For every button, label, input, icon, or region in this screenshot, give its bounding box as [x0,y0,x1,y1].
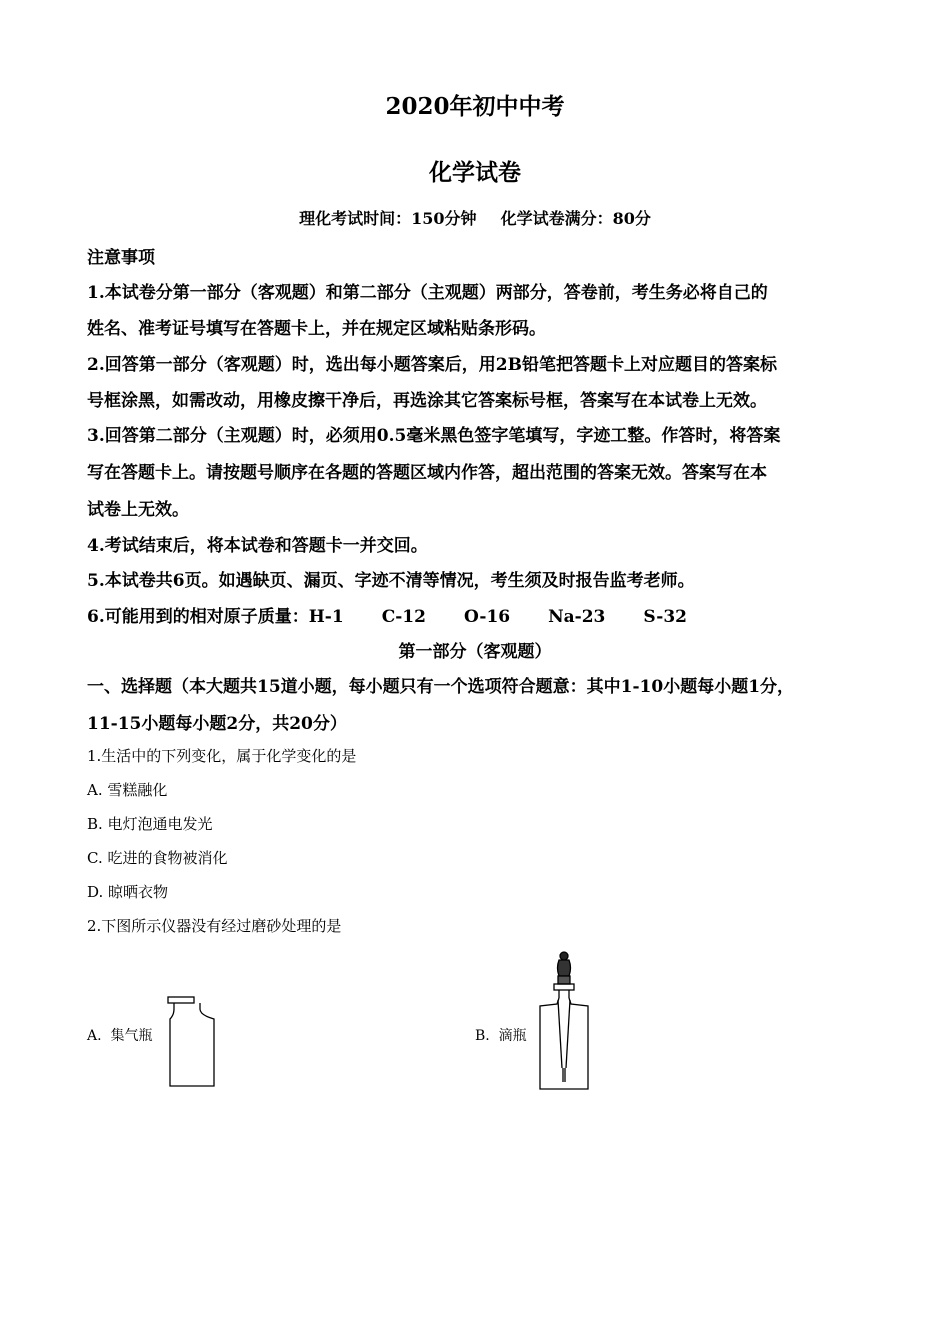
note-line: 2.回答第一部分（客观题）时，选出每小题答案后，用2B铅笔把答题卡上对应题目的答案标 [87,355,777,375]
full-score: 化学试卷满分：80分 [500,209,651,228]
q1-option-c: C. 吃进的食物被消化 [87,849,228,867]
atomic-masses [87,602,687,627]
q2-option-b [475,1025,527,1045]
q2-option-b-letter: B. [475,1028,490,1044]
note-line: 试卷上无效。 [87,500,189,520]
q2-option-b-name: 滴瓶 [498,1028,527,1044]
q1-stem: 1.生活中的下列变化，属于化学变化的是 [87,747,357,765]
note-line: 5.本试卷共6页。如遇缺页、漏页、字迹不清等情况，考生须及时报告监考老师。 [87,571,695,591]
masses-label: 6.可能用到的相对原子质量： [87,607,309,627]
note-line: 1.本试卷分第一部分（客观题）和第二部分（主观题）两部分，答卷前，考生务必将自己的 [87,283,768,303]
q2-option-a [87,1025,152,1045]
note-line: 号框涂黑，如需改动，用橡皮擦干净后，再选涂其它答案标号框，答案写在本试卷上无效。 [87,391,767,411]
notes-heading: 注意事项 [87,248,155,268]
mass-s: S-32 [643,607,688,627]
mass-c: C-12 [381,607,426,627]
exam-title: 2020年初中中考 [385,93,565,120]
note-line: 姓名、准考证号填写在答题卡上，并在规定区域粘贴条形码。 [87,319,546,339]
part1-heading: 第一部分（客观题） [398,642,552,662]
mass-na: Na-23 [548,607,606,627]
q1-option-d: D. 晾晒衣物 [87,883,169,901]
q1-option-a: A. 雪糕融化 [87,781,168,799]
exam-info [0,206,950,229]
q2-option-a-letter: A. [87,1028,102,1044]
note-line: 3.回答第二部分（主观题）时，必须用0.5毫米黑色签字笔填写，字迹工整。作答时，将答案 [87,426,781,446]
note-line: 写在答题卡上。请按题号顺序在各题的答题区域内作答，超出范围的答案无效。答案写在本 [87,463,767,483]
section-line: 一、选择题（本大题共15道小题，每小题只有一个选项符合题意：其中1-10小题每小题1分， [87,677,795,697]
mass-h: H-1 [308,607,344,627]
gas-collecting-bottle-icon [160,993,224,1091]
note-line: 4.考试结束后，将本试卷和答题卡一并交回。 [87,536,428,556]
section-line: 11-15小题每小题2分，共20分） [87,714,347,734]
mass-o: O-16 [463,607,511,627]
q2-option-a-name: 集气瓶 [110,1028,153,1044]
q1-option-b: B. 电灯泡通电发光 [87,815,213,833]
q2-stem: 2.下图所示仪器没有经过磨砂处理的是 [87,917,342,935]
dropper-bottle-icon [532,948,596,1093]
exam-time: 理化考试时间：150分钟 [299,209,477,228]
exam-subject: 化学试卷 [429,159,521,186]
